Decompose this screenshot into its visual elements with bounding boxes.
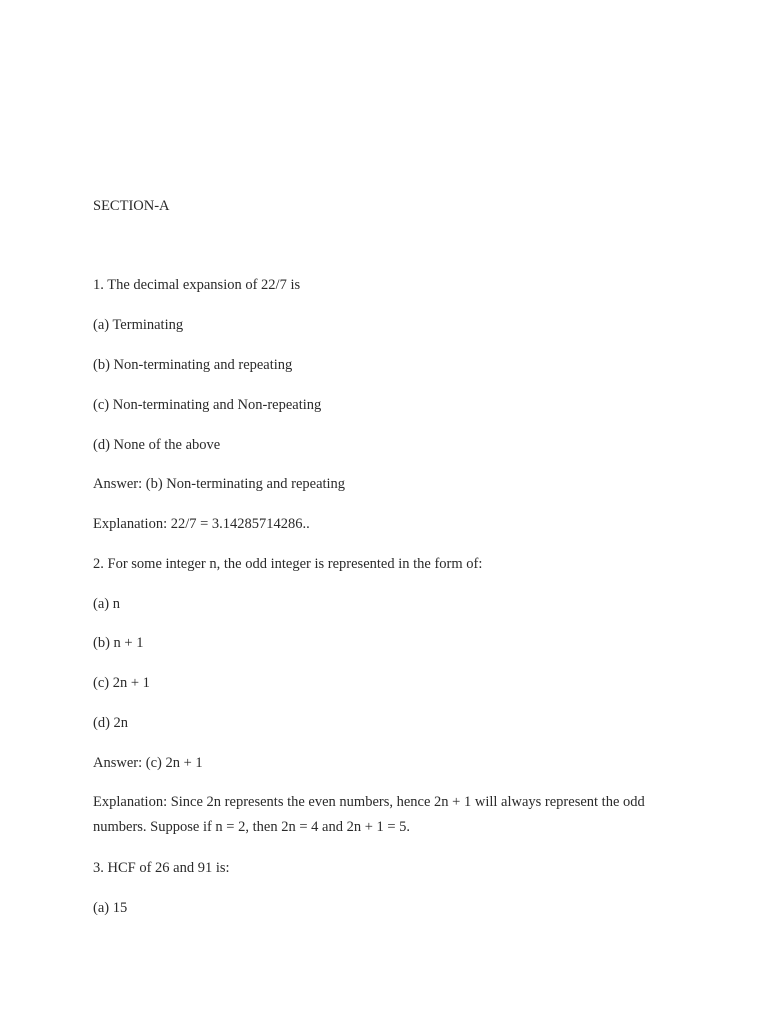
question-2-text: 2. For some integer n, the odd integer is represented in the form of: <box>93 556 483 572</box>
question-2-option-a: (a) n <box>93 596 120 612</box>
question-3-text: 3. HCF of 26 and 91 is: <box>93 860 230 876</box>
question-1-option-a: (a) Terminating <box>93 317 184 333</box>
question-1-option-d: (d) None of the above <box>93 437 221 453</box>
question-2-answer: Answer: (c) 2n + 1 <box>93 755 203 771</box>
question-2-option-c: (c) 2n + 1 <box>93 675 150 691</box>
question-1-answer: Answer: (b) Non-terminating and repeating <box>93 476 346 492</box>
question-1-text: 1. The decimal expansion of 22/7 is <box>93 277 301 293</box>
question-3-option-a: (a) 15 <box>93 900 128 916</box>
section-heading: SECTION-A <box>93 198 170 214</box>
question-1-option-c: (c) Non-terminating and Non-repeating <box>93 397 322 413</box>
question-1-option-b: (b) Non-terminating and repeating <box>93 357 293 373</box>
question-2-explanation: Explanation: Since 2n represents the even numbers, hence 2n + 1 will always represent the odd numbers. Suppose if n = 2, then 2n = 4 and 2n + 1 = 5. <box>93 794 645 835</box>
question-2-option-d: (d) 2n <box>93 715 129 731</box>
question-2-option-b: (b) n + 1 <box>93 635 144 651</box>
question-1-explanation: Explanation: 22/7 = 3.14285714286.. <box>93 516 310 532</box>
